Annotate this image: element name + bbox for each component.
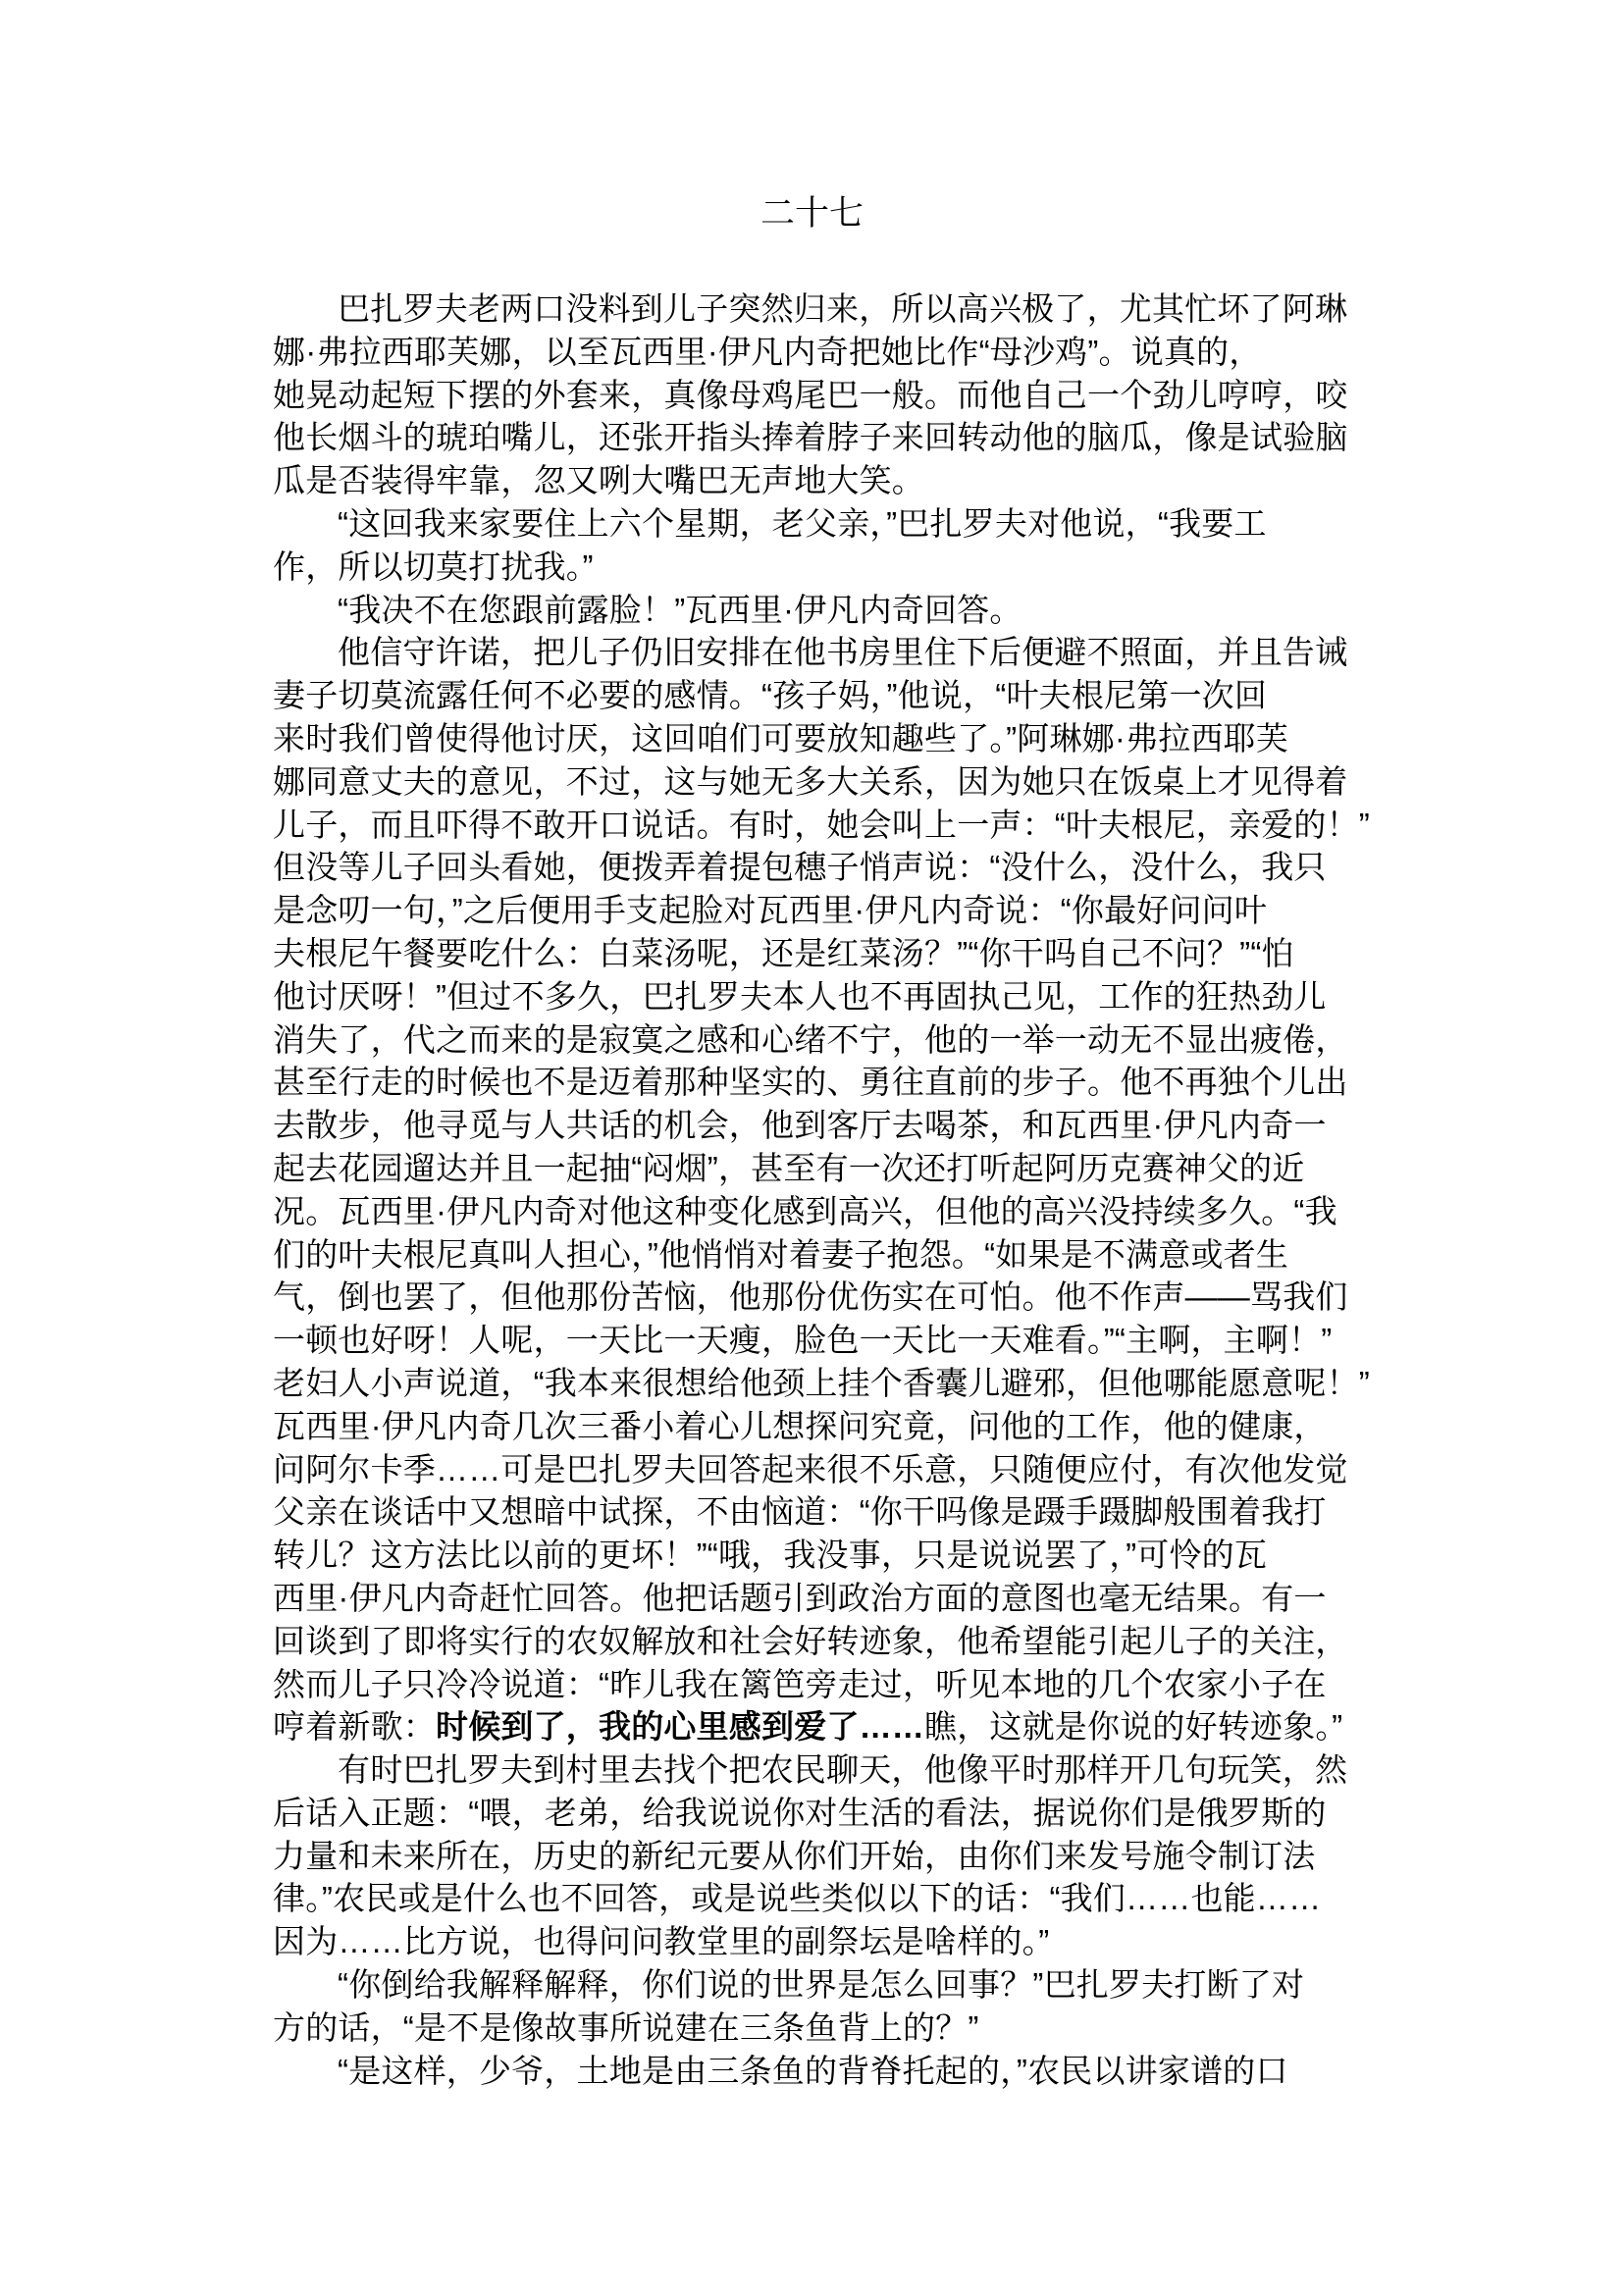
text-line: 回谈到了即将实行的农奴解放和社会好转迹象，他希望能引起儿子的关注， xyxy=(273,1622,1348,1659)
text-line: 是念叨一句，”之后便用手支起脸对瓦西里·伊凡内奇说：“你最好问问叶 xyxy=(273,892,1268,929)
text-line: “这回我来家要住上六个星期，老父亲，”巴扎罗夫对他说，“我要工 xyxy=(338,504,1267,542)
text-line: 娜同意丈夫的意见，不过，这与她无多大关系，因为她只在饭桌上才见得着 xyxy=(273,762,1348,800)
text-line: 气，倒也罢了，但他那份苦恼，他那份优伤实在可怕。他不作声——骂我们 xyxy=(273,1278,1348,1316)
text-line: “是这样，少爷，土地是由三条鱼的背脊托起的，”农民以讲家谱的口 xyxy=(338,2052,1288,2089)
text-line: 一顿也好呀！人呢，一天比一天瘦，脸色一天比一天难看。”“主啊，主啊！” xyxy=(273,1322,1333,1359)
text-line: 们的叶夫根尼真叫人担心，”他悄悄对着妻子抱怨。“如果是不满意或者生 xyxy=(273,1235,1289,1273)
text-line: 然而儿子只冷冷说道：“昨儿我在篱笆旁走过，听见本地的几个农家小子在 xyxy=(273,1665,1327,1702)
text-line: 来时我们曾使得他讨厌，这回咱们可要放知趣些了。”阿琳娜·弗拉西耶芙 xyxy=(273,719,1289,756)
text-line: 瓦西里·伊凡内奇几次三番小着心儿想探问究竟，问他的工作，他的健康， xyxy=(273,1407,1327,1444)
text-line: 有时巴扎罗夫到村里去找个把农民聊天，他像平时那样开几句玩笑，然 xyxy=(338,1751,1348,1789)
text-line: 转儿？这方法比以前的更坏！”“哦，我没事，只是说说罢了，”可怜的瓦 xyxy=(273,1537,1268,1574)
text-line: 巴扎罗夫老两口没料到儿子突然归来，所以高兴极了，尤其忙坏了阿琳 xyxy=(338,290,1348,327)
text-line: 父亲在谈话中又想暗中试探，不由恼道：“你干吗像是蹑手蹑脚般围着我打 xyxy=(273,1493,1327,1531)
text-line: 妻子切莫流露任何不必要的感情。“孩子妈，”他说，“叶夫根尼第一次回 xyxy=(273,677,1268,714)
text-line: 他讨厌呀！”但过不多久，巴扎罗夫本人也不再固执己见，工作的狂热劲儿 xyxy=(273,977,1327,1015)
text-line: 方的话，“是不是像故事所说建在三条鱼背上的？” xyxy=(273,2008,979,2046)
text-line: 她晃动起短下摆的外套来，真像母鸡尾巴一般。而他自己一个劲儿哼哼，咬 xyxy=(273,376,1348,413)
text-run: 瞧，这就是你说的好转迹象。” xyxy=(924,1708,1343,1746)
chapter-title: 二十七 xyxy=(760,194,864,233)
text-line: 消失了，代之而来的是寂寞之感和心绪不宁，他的一举一动无不显出疲倦， xyxy=(273,1020,1348,1058)
text-line: “你倒给我解释解释，你们说的世界是怎么回事？”巴扎罗夫打断了对 xyxy=(338,1966,1305,2004)
text-line: 他长烟斗的琥珀嘴儿，还张开指头捧着脖子来回转动他的脑瓜，像是试验脑 xyxy=(273,419,1348,456)
text-line: 老妇人小声说道，“我本来很想给他颈上挂个香囊儿避邪，但他哪能愿意呢！” xyxy=(273,1364,1370,1401)
text-line: 问阿尔卡季……可是巴扎罗夫回答起来很不乐意，只随便应付，有次他发觉 xyxy=(273,1450,1348,1487)
text-line: 娜·弗拉西耶芙娜，以至瓦西里·伊凡内奇把她比作“母沙鸡”。说真的， xyxy=(273,333,1262,370)
chapter-body xyxy=(273,287,1370,2092)
text-line: 后话入正题：“喂，老弟，给我说说你对生活的看法，据说你们是俄罗斯的 xyxy=(273,1794,1327,1831)
text-line: 作，所以切莫打扰我。” xyxy=(273,547,594,585)
text-line: 他信守许诺，把儿子仍旧安排在他书房里住下后便避不照面，并且告诫 xyxy=(338,634,1348,671)
emphasized-song-lyric: 时候到了，我的心里感到爱了…… xyxy=(436,1708,924,1746)
text-line: 况。瓦西里·伊凡内奇对他这种变化感到高兴，但他的高兴没持续多久。“我 xyxy=(273,1192,1337,1229)
text-line: 儿子，而且吓得不敢开口说话。有时，她会叫上一声：“叶夫根尼，亲爱的！” xyxy=(273,806,1370,843)
text-line: 但没等儿子回头看她，便拨弄着提包穗子悄声说：“没什么，没什么，我只 xyxy=(273,849,1327,886)
text-line: 西里·伊凡内奇赶忙回答。他把话题引到政治方面的意图也毫无结果。有一 xyxy=(273,1579,1327,1616)
text-line: 力量和未来所在，历史的新纪元要从你们开始，由你们来发号施令制订法 xyxy=(273,1837,1316,1874)
text-line: 夫根尼午餐要吃什么：白菜汤呢，还是红菜汤？”“你干吗自己不问？”“怕 xyxy=(273,934,1294,971)
text-line: 瓜是否装得牢靠，忽又咧大嘴巴无声地大笑。 xyxy=(273,462,924,499)
text-line: 甚至行走的时候也不是迈着那种坚实的、勇往直前的步子。他不再独个儿出 xyxy=(273,1064,1348,1101)
text-line xyxy=(273,1705,1352,1748)
text-line: 去散步，他寻觅与人共话的机会，他到客厅去喝茶，和瓦西里·伊凡内奇一 xyxy=(273,1107,1327,1144)
text-line: 因为……比方说，也得问问教堂里的副祭坛是啥样的。” xyxy=(273,1923,1050,1960)
text-line: 律。”农民或是什么也不回答，或是说些类似以下的话：“我们……也能…… xyxy=(273,1880,1322,1917)
text-line: 起去花园遛达并且一起抽“闷烟”，甚至有一次还打听起阿历克赛神父的近 xyxy=(273,1149,1305,1186)
text-line: “我决不在您跟前露脸！”瓦西里·伊凡内奇回答。 xyxy=(338,591,1022,628)
text-run: 哼着新歌： xyxy=(273,1708,436,1746)
